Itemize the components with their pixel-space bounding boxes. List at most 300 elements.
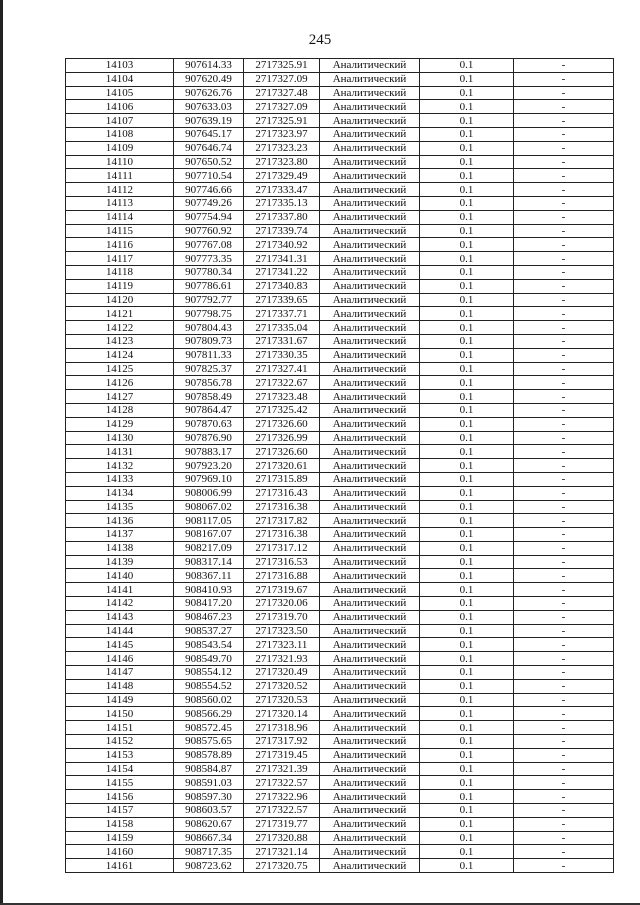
x-coordinate-cell: 908584.87	[174, 762, 244, 776]
note-cell: -	[514, 500, 614, 514]
x-coordinate-cell: 907760.92	[174, 224, 244, 238]
y-coordinate-cell: 2717323.50	[244, 624, 320, 638]
y-coordinate-cell: 2717316.38	[244, 528, 320, 542]
table-row	[66, 514, 614, 528]
accuracy-cell: 0.1	[420, 693, 514, 707]
method-cell: Аналитический	[320, 100, 420, 114]
note-cell: -	[514, 459, 614, 473]
accuracy-cell: 0.1	[420, 679, 514, 693]
x-coordinate-cell: 907792.77	[174, 293, 244, 307]
point-id-cell: 14131	[66, 445, 174, 459]
note-cell: -	[514, 183, 614, 197]
method-cell: Аналитический	[320, 169, 420, 183]
point-id-cell: 14134	[66, 486, 174, 500]
x-coordinate-cell: 907754.94	[174, 210, 244, 224]
x-coordinate-cell: 908217.09	[174, 541, 244, 555]
note-cell: -	[514, 321, 614, 335]
point-id-cell: 14133	[66, 472, 174, 486]
note-cell: -	[514, 514, 614, 528]
x-coordinate-cell: 907811.33	[174, 348, 244, 362]
method-cell: Аналитический	[320, 541, 420, 555]
method-cell: Аналитический	[320, 776, 420, 790]
y-coordinate-cell: 2717323.48	[244, 390, 320, 404]
y-coordinate-cell: 2717321.93	[244, 652, 320, 666]
x-coordinate-cell: 907626.76	[174, 86, 244, 100]
point-id-cell: 14117	[66, 252, 174, 266]
note-cell: -	[514, 859, 614, 873]
accuracy-cell: 0.1	[420, 196, 514, 210]
x-coordinate-cell: 907883.17	[174, 445, 244, 459]
x-coordinate-cell: 908578.89	[174, 748, 244, 762]
point-id-cell: 14141	[66, 583, 174, 597]
point-id-cell: 14106	[66, 100, 174, 114]
method-cell: Аналитический	[320, 831, 420, 845]
method-cell: Аналитический	[320, 362, 420, 376]
method-cell: Аналитический	[320, 652, 420, 666]
point-id-cell: 14124	[66, 348, 174, 362]
note-cell: -	[514, 445, 614, 459]
method-cell: Аналитический	[320, 59, 420, 73]
method-cell: Аналитический	[320, 721, 420, 735]
table-row	[66, 72, 614, 86]
method-cell: Аналитический	[320, 528, 420, 542]
accuracy-cell: 0.1	[420, 279, 514, 293]
y-coordinate-cell: 2717326.60	[244, 445, 320, 459]
y-coordinate-cell: 2717321.39	[244, 762, 320, 776]
x-coordinate-cell: 907876.90	[174, 431, 244, 445]
y-coordinate-cell: 2717340.92	[244, 238, 320, 252]
point-id-cell: 14140	[66, 569, 174, 583]
y-coordinate-cell: 2717320.61	[244, 459, 320, 473]
y-coordinate-cell: 2717322.96	[244, 790, 320, 804]
y-coordinate-cell: 2717316.43	[244, 486, 320, 500]
method-cell: Аналитический	[320, 334, 420, 348]
scan-left-edge	[0, 0, 3, 905]
y-coordinate-cell: 2717322.67	[244, 376, 320, 390]
table-row	[66, 652, 614, 666]
note-cell: -	[514, 417, 614, 431]
note-cell: -	[514, 610, 614, 624]
x-coordinate-cell: 908591.03	[174, 776, 244, 790]
x-coordinate-cell: 907864.47	[174, 403, 244, 417]
method-cell: Аналитический	[320, 155, 420, 169]
accuracy-cell: 0.1	[420, 845, 514, 859]
table-row	[66, 459, 614, 473]
x-coordinate-cell: 908572.45	[174, 721, 244, 735]
method-cell: Аналитический	[320, 817, 420, 831]
note-cell: -	[514, 541, 614, 555]
y-coordinate-cell: 2717331.67	[244, 334, 320, 348]
accuracy-cell: 0.1	[420, 638, 514, 652]
table-row	[66, 252, 614, 266]
point-id-cell: 14137	[66, 528, 174, 542]
x-coordinate-cell: 907804.43	[174, 321, 244, 335]
accuracy-cell: 0.1	[420, 459, 514, 473]
x-coordinate-cell: 907856.78	[174, 376, 244, 390]
y-coordinate-cell: 2717327.09	[244, 72, 320, 86]
x-coordinate-cell: 908554.12	[174, 666, 244, 680]
table-row	[66, 279, 614, 293]
accuracy-cell: 0.1	[420, 265, 514, 279]
y-coordinate-cell: 2717339.74	[244, 224, 320, 238]
x-coordinate-cell: 908067.02	[174, 500, 244, 514]
note-cell: -	[514, 735, 614, 749]
table-row	[66, 445, 614, 459]
table-row	[66, 859, 614, 873]
y-coordinate-cell: 2717326.99	[244, 431, 320, 445]
accuracy-cell: 0.1	[420, 762, 514, 776]
x-coordinate-cell: 907620.49	[174, 72, 244, 86]
note-cell: -	[514, 748, 614, 762]
table-row	[66, 417, 614, 431]
accuracy-cell: 0.1	[420, 707, 514, 721]
table-row	[66, 583, 614, 597]
y-coordinate-cell: 2717337.80	[244, 210, 320, 224]
y-coordinate-cell: 2717317.12	[244, 541, 320, 555]
accuracy-cell: 0.1	[420, 735, 514, 749]
table-body	[66, 59, 614, 873]
point-id-cell: 14108	[66, 127, 174, 141]
x-coordinate-cell: 908566.29	[174, 707, 244, 721]
accuracy-cell: 0.1	[420, 362, 514, 376]
note-cell: -	[514, 141, 614, 155]
y-coordinate-cell: 2717333.47	[244, 183, 320, 197]
table-row	[66, 210, 614, 224]
point-id-cell: 14105	[66, 86, 174, 100]
point-id-cell: 14128	[66, 403, 174, 417]
table-row	[66, 238, 614, 252]
point-id-cell: 14121	[66, 307, 174, 321]
note-cell: -	[514, 334, 614, 348]
method-cell: Аналитический	[320, 555, 420, 569]
point-id-cell: 14150	[66, 707, 174, 721]
accuracy-cell: 0.1	[420, 500, 514, 514]
note-cell: -	[514, 817, 614, 831]
point-id-cell: 14112	[66, 183, 174, 197]
accuracy-cell: 0.1	[420, 114, 514, 128]
table-row	[66, 817, 614, 831]
note-cell: -	[514, 583, 614, 597]
accuracy-cell: 0.1	[420, 155, 514, 169]
y-coordinate-cell: 2717322.57	[244, 776, 320, 790]
y-coordinate-cell: 2717323.23	[244, 141, 320, 155]
note-cell: -	[514, 555, 614, 569]
accuracy-cell: 0.1	[420, 127, 514, 141]
note-cell: -	[514, 624, 614, 638]
point-id-cell: 14116	[66, 238, 174, 252]
point-id-cell: 14125	[66, 362, 174, 376]
note-cell: -	[514, 100, 614, 114]
note-cell: -	[514, 376, 614, 390]
note-cell: -	[514, 210, 614, 224]
y-coordinate-cell: 2717323.80	[244, 155, 320, 169]
x-coordinate-cell: 908417.20	[174, 597, 244, 611]
table-row	[66, 293, 614, 307]
page-number: 245	[308, 32, 332, 48]
y-coordinate-cell: 2717320.53	[244, 693, 320, 707]
table-row	[66, 390, 614, 404]
table-row	[66, 500, 614, 514]
point-id-cell: 14118	[66, 265, 174, 279]
table-row	[66, 666, 614, 680]
table-row	[66, 376, 614, 390]
table-row	[66, 127, 614, 141]
method-cell: Аналитический	[320, 804, 420, 818]
table-row	[66, 541, 614, 555]
method-cell: Аналитический	[320, 679, 420, 693]
accuracy-cell: 0.1	[420, 417, 514, 431]
table-row	[66, 265, 614, 279]
table-row	[66, 348, 614, 362]
accuracy-cell: 0.1	[420, 555, 514, 569]
y-coordinate-cell: 2717315.89	[244, 472, 320, 486]
y-coordinate-cell: 2717322.57	[244, 804, 320, 818]
table-row	[66, 735, 614, 749]
note-cell: -	[514, 196, 614, 210]
method-cell: Аналитический	[320, 445, 420, 459]
method-cell: Аналитический	[320, 210, 420, 224]
accuracy-cell: 0.1	[420, 100, 514, 114]
y-coordinate-cell: 2717337.71	[244, 307, 320, 321]
accuracy-cell: 0.1	[420, 817, 514, 831]
x-coordinate-cell: 907639.19	[174, 114, 244, 128]
table-row	[66, 721, 614, 735]
method-cell: Аналитический	[320, 790, 420, 804]
accuracy-cell: 0.1	[420, 210, 514, 224]
y-coordinate-cell: 2717321.14	[244, 845, 320, 859]
note-cell: -	[514, 169, 614, 183]
note-cell: -	[514, 72, 614, 86]
accuracy-cell: 0.1	[420, 390, 514, 404]
note-cell: -	[514, 238, 614, 252]
x-coordinate-cell: 907969.10	[174, 472, 244, 486]
method-cell: Аналитический	[320, 390, 420, 404]
point-id-cell: 14152	[66, 735, 174, 749]
table-row	[66, 196, 614, 210]
note-cell: -	[514, 252, 614, 266]
y-coordinate-cell: 2717320.14	[244, 707, 320, 721]
accuracy-cell: 0.1	[420, 321, 514, 335]
accuracy-cell: 0.1	[420, 569, 514, 583]
note-cell: -	[514, 693, 614, 707]
y-coordinate-cell: 2717325.91	[244, 59, 320, 73]
y-coordinate-cell: 2717323.97	[244, 127, 320, 141]
method-cell: Аналитический	[320, 307, 420, 321]
x-coordinate-cell: 908006.99	[174, 486, 244, 500]
table-row	[66, 141, 614, 155]
point-id-cell: 14132	[66, 459, 174, 473]
coordinates-table	[65, 58, 614, 873]
method-cell: Аналитический	[320, 238, 420, 252]
method-cell: Аналитический	[320, 666, 420, 680]
method-cell: Аналитический	[320, 417, 420, 431]
accuracy-cell: 0.1	[420, 652, 514, 666]
point-id-cell: 14109	[66, 141, 174, 155]
table-row	[66, 362, 614, 376]
accuracy-cell: 0.1	[420, 666, 514, 680]
x-coordinate-cell: 908543.54	[174, 638, 244, 652]
note-cell: -	[514, 652, 614, 666]
accuracy-cell: 0.1	[420, 486, 514, 500]
point-id-cell: 14147	[66, 666, 174, 680]
x-coordinate-cell: 908603.57	[174, 804, 244, 818]
y-coordinate-cell: 2717319.70	[244, 610, 320, 624]
table-row	[66, 486, 614, 500]
y-coordinate-cell: 2717319.77	[244, 817, 320, 831]
method-cell: Аналитический	[320, 279, 420, 293]
y-coordinate-cell: 2717316.88	[244, 569, 320, 583]
method-cell: Аналитический	[320, 707, 420, 721]
y-coordinate-cell: 2717320.49	[244, 666, 320, 680]
method-cell: Аналитический	[320, 500, 420, 514]
method-cell: Аналитический	[320, 597, 420, 611]
method-cell: Аналитический	[320, 583, 420, 597]
point-id-cell: 14119	[66, 279, 174, 293]
note-cell: -	[514, 307, 614, 321]
method-cell: Аналитический	[320, 610, 420, 624]
table-row	[66, 707, 614, 721]
accuracy-cell: 0.1	[420, 376, 514, 390]
x-coordinate-cell: 908597.30	[174, 790, 244, 804]
note-cell: -	[514, 127, 614, 141]
point-id-cell: 14143	[66, 610, 174, 624]
y-coordinate-cell: 2717325.91	[244, 114, 320, 128]
point-id-cell: 14110	[66, 155, 174, 169]
accuracy-cell: 0.1	[420, 307, 514, 321]
y-coordinate-cell: 2717320.06	[244, 597, 320, 611]
note-cell: -	[514, 486, 614, 500]
point-id-cell: 14159	[66, 831, 174, 845]
point-id-cell: 14104	[66, 72, 174, 86]
x-coordinate-cell: 907858.49	[174, 390, 244, 404]
x-coordinate-cell: 907767.08	[174, 238, 244, 252]
x-coordinate-cell: 907786.61	[174, 279, 244, 293]
method-cell: Аналитический	[320, 183, 420, 197]
method-cell: Аналитический	[320, 127, 420, 141]
y-coordinate-cell: 2717320.75	[244, 859, 320, 873]
x-coordinate-cell: 907646.74	[174, 141, 244, 155]
table-row	[66, 100, 614, 114]
point-id-cell: 14158	[66, 817, 174, 831]
table-row	[66, 790, 614, 804]
x-coordinate-cell: 908723.62	[174, 859, 244, 873]
x-coordinate-cell: 908554.52	[174, 679, 244, 693]
note-cell: -	[514, 59, 614, 73]
x-coordinate-cell: 908117.05	[174, 514, 244, 528]
point-id-cell: 14135	[66, 500, 174, 514]
point-id-cell: 14127	[66, 390, 174, 404]
note-cell: -	[514, 776, 614, 790]
point-id-cell: 14111	[66, 169, 174, 183]
note-cell: -	[514, 86, 614, 100]
point-id-cell: 14136	[66, 514, 174, 528]
table-row	[66, 86, 614, 100]
accuracy-cell: 0.1	[420, 528, 514, 542]
accuracy-cell: 0.1	[420, 721, 514, 735]
method-cell: Аналитический	[320, 459, 420, 473]
method-cell: Аналитический	[320, 569, 420, 583]
point-id-cell: 14129	[66, 417, 174, 431]
x-coordinate-cell: 908575.65	[174, 735, 244, 749]
point-id-cell: 14157	[66, 804, 174, 818]
point-id-cell: 14142	[66, 597, 174, 611]
y-coordinate-cell: 2717319.67	[244, 583, 320, 597]
y-coordinate-cell: 2717341.31	[244, 252, 320, 266]
point-id-cell: 14107	[66, 114, 174, 128]
table-row	[66, 59, 614, 73]
point-id-cell: 14160	[66, 845, 174, 859]
x-coordinate-cell: 907798.75	[174, 307, 244, 321]
method-cell: Аналитический	[320, 321, 420, 335]
y-coordinate-cell: 2717329.49	[244, 169, 320, 183]
x-coordinate-cell: 907923.20	[174, 459, 244, 473]
point-id-cell: 14122	[66, 321, 174, 335]
table-row	[66, 321, 614, 335]
table-row	[66, 307, 614, 321]
point-id-cell: 14151	[66, 721, 174, 735]
y-coordinate-cell: 2717330.35	[244, 348, 320, 362]
method-cell: Аналитический	[320, 845, 420, 859]
point-id-cell: 14155	[66, 776, 174, 790]
y-coordinate-cell: 2717335.04	[244, 321, 320, 335]
table-row	[66, 555, 614, 569]
y-coordinate-cell: 2717320.88	[244, 831, 320, 845]
note-cell: -	[514, 666, 614, 680]
accuracy-cell: 0.1	[420, 514, 514, 528]
point-id-cell: 14120	[66, 293, 174, 307]
point-id-cell: 14154	[66, 762, 174, 776]
method-cell: Аналитический	[320, 693, 420, 707]
table-row	[66, 528, 614, 542]
method-cell: Аналитический	[320, 638, 420, 652]
method-cell: Аналитический	[320, 624, 420, 638]
method-cell: Аналитический	[320, 748, 420, 762]
table-row	[66, 831, 614, 845]
accuracy-cell: 0.1	[420, 183, 514, 197]
accuracy-cell: 0.1	[420, 776, 514, 790]
accuracy-cell: 0.1	[420, 141, 514, 155]
y-coordinate-cell: 2717323.11	[244, 638, 320, 652]
y-coordinate-cell: 2717320.52	[244, 679, 320, 693]
table-row	[66, 804, 614, 818]
y-coordinate-cell: 2717318.96	[244, 721, 320, 735]
y-coordinate-cell: 2717325.42	[244, 403, 320, 417]
y-coordinate-cell: 2717317.82	[244, 514, 320, 528]
x-coordinate-cell: 908620.67	[174, 817, 244, 831]
point-id-cell: 14113	[66, 196, 174, 210]
note-cell: -	[514, 569, 614, 583]
note-cell: -	[514, 265, 614, 279]
point-id-cell: 14130	[66, 431, 174, 445]
table-row	[66, 748, 614, 762]
note-cell: -	[514, 224, 614, 238]
x-coordinate-cell: 907870.63	[174, 417, 244, 431]
accuracy-cell: 0.1	[420, 59, 514, 73]
note-cell: -	[514, 114, 614, 128]
note-cell: -	[514, 403, 614, 417]
point-id-cell: 14126	[66, 376, 174, 390]
table-row	[66, 114, 614, 128]
x-coordinate-cell: 908560.02	[174, 693, 244, 707]
accuracy-cell: 0.1	[420, 472, 514, 486]
accuracy-cell: 0.1	[420, 804, 514, 818]
note-cell: -	[514, 279, 614, 293]
accuracy-cell: 0.1	[420, 748, 514, 762]
y-coordinate-cell: 2717339.65	[244, 293, 320, 307]
note-cell: -	[514, 721, 614, 735]
x-coordinate-cell: 907746.66	[174, 183, 244, 197]
note-cell: -	[514, 790, 614, 804]
